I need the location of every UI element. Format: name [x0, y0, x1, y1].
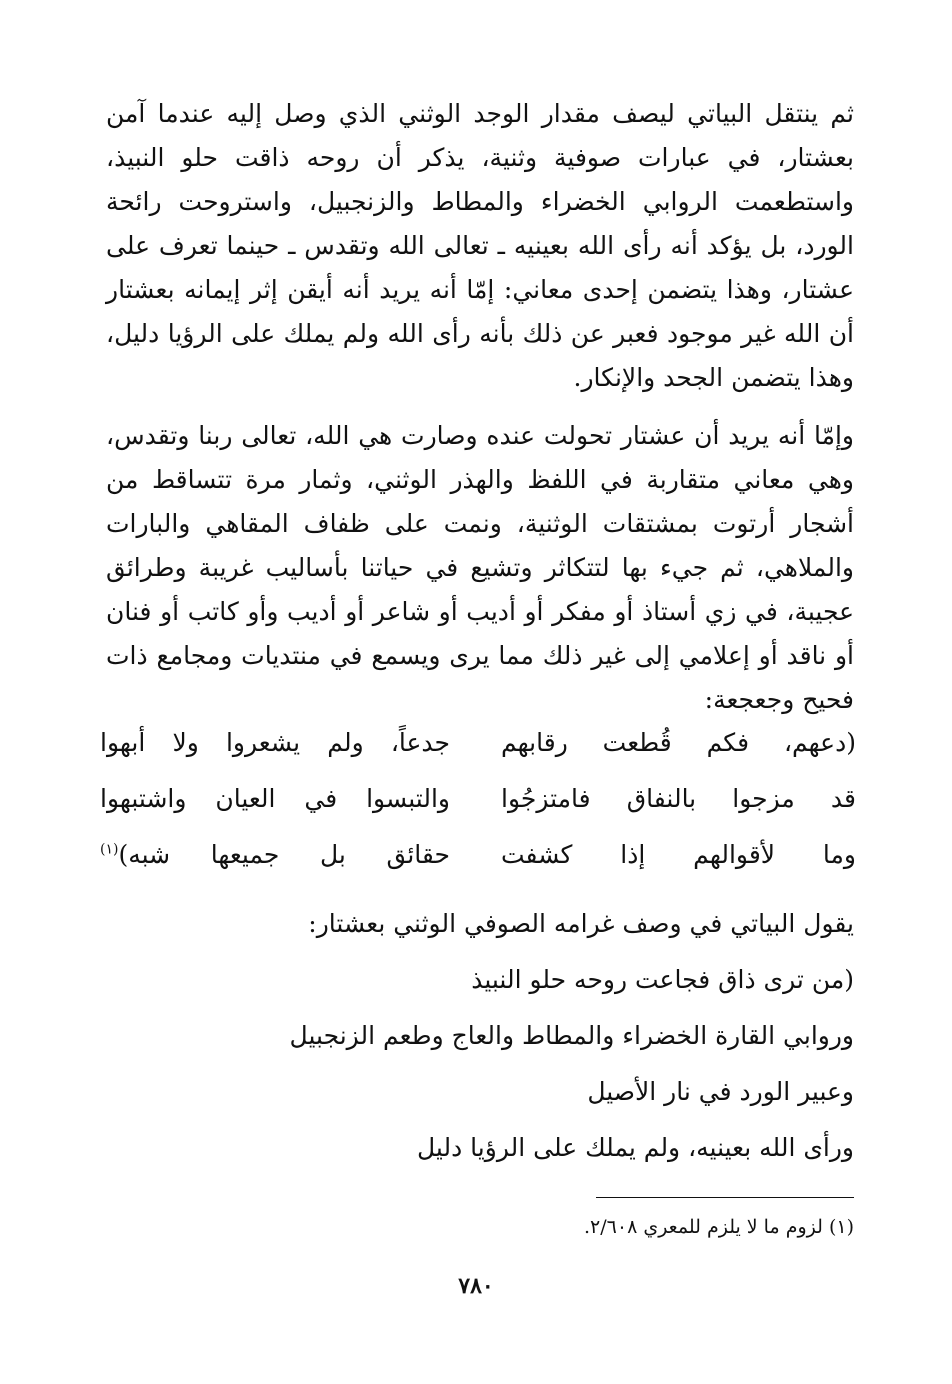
verse-second-hemistich — [100, 718, 450, 774]
poem-line: ورأى الله بعينيه، ولم يملك على الرؤيا دليل — [417, 1133, 854, 1162]
verse-first-hemistich: (دعهم، فكم قُطعت رقابهم — [501, 728, 856, 757]
footnote-divider — [596, 1197, 854, 1198]
poem-line: وروابي القارة الخضراء والمطاط والعاج وطعم الزنجبيل — [289, 1021, 854, 1050]
verse-line — [100, 830, 856, 886]
poem-lines — [290, 960, 854, 1184]
verse-second-hemistich — [100, 774, 450, 830]
verse-second-hemistich-text: حقائق بل جميعها شبه) — [118, 840, 450, 869]
verse-first-hemistich: قد مزجوا بالنفاق فامتزجُوا — [501, 784, 856, 813]
poem-introduction: يقول البياتي في وصف غرامه الصوفي الوثني بعشتار: — [308, 909, 854, 938]
poem-line: (من ترى ذاق فجاعت روحه حلو النبيذ — [471, 965, 854, 994]
footnote-reference-mark: (١) — [100, 841, 119, 858]
body-paragraph: وإمّا أنه يريد أن عشتار تحولت عنده وصارت هي الله، تعالى ربنا وتقدس، وهي معاني متقاربة في اللفظ والهذر الوثني، وثمار مرة تتساقط من أشجار أرتوت بمشتقات الوثنية، ونمت على ظفاف المقاهي والبارات والملاهي، ثم جيء بها لتتكاثر وتشيع في حياتنا بأساليب غريبة وطرائق عجيبة، في زي أستاذ أو مفكر أو أديب أو شاعر أو أديب وأو كاتب أو فنان أو ناقد أو إعلامي إلى غير ذلك مما يرى ويسمع في منتديات ومجامع ذات فحيح وجعجعة: — [106, 421, 854, 714]
verse-line — [100, 718, 856, 774]
footnote: (١) لزوم ما لا يلزم للمعري ٢/٦٠٨. — [584, 1216, 854, 1238]
poem-line: وعبير الورد في نار الأصيل — [587, 1077, 854, 1106]
body-paragraph: ثم ينتقل البياتي ليصف مقدار الوجد الوثني الذي وصل إليه عندما آمن بعشتار، في عبارات صوفية وثنية، يذكر أن روحه ذاقت حلو النبيذ، واستطعمت الروابي الخضراء والمطاط والزنجبيل، واستروحت رائحة الورد، بل يؤكد أنه رأى الله بعينيه ـ تعالى الله وتقدس ـ حينما تعرف على عشتار، وهذا يتضمن إحدى معاني: إمّا أنه يريد أنه أيقن إثر إيمانه بعشتار أن الله غير موجود فعبر عن ذلك بأنه رأى الله ولم يملك على الرؤيا دليل، وهذا يتضمن الجحد والإنكار. — [106, 99, 854, 392]
verse-second-hemistich — [100, 830, 450, 886]
verse-second-hemistich-text: جدعاً، ولم يشعروا ولا أبهوا — [100, 728, 450, 757]
page-number: ٧٨٠ — [458, 1273, 494, 1299]
verse-block — [100, 718, 856, 886]
verse-line — [100, 774, 856, 830]
verse-second-hemistich-text: والتبسوا في العيان واشتبهوا — [100, 784, 450, 813]
verse-first-hemistich: وما لأقوالهم إذا كشفت — [501, 840, 856, 869]
